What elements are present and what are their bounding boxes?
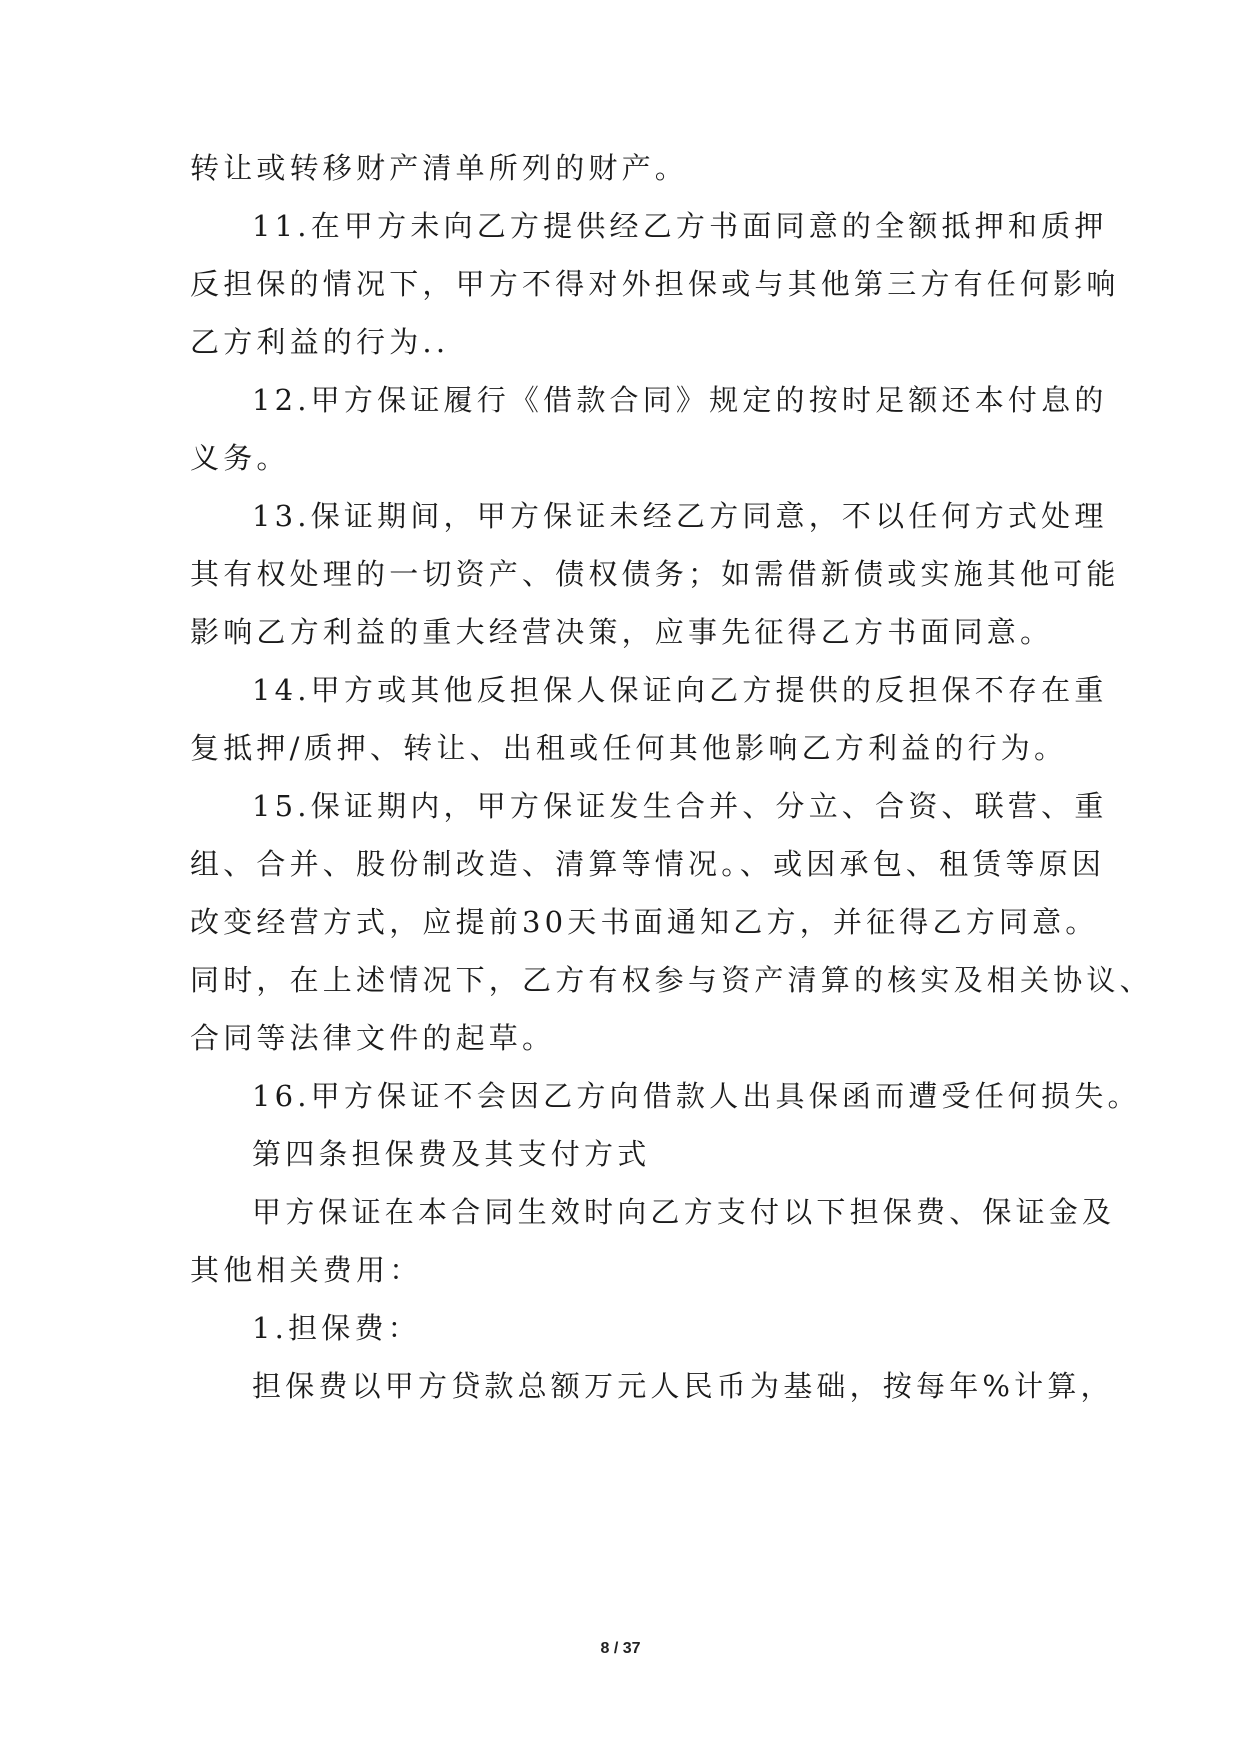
page-number: 8 / 37 bbox=[600, 1640, 641, 1657]
text-line: 乙方利益的行为.. bbox=[190, 325, 450, 359]
text-line: 义务。 bbox=[190, 441, 290, 475]
article-4-heading: 第四条担保费及其支付方式 bbox=[252, 1137, 651, 1171]
text-line: 影响乙方利益的重大经营决策，应事先征得乙方书面同意。 bbox=[190, 615, 1054, 649]
text-line: 其他相关费用： bbox=[190, 1253, 423, 1287]
clause-16-line: 16.甲方保证不会因乙方向借款人出具保函而遭受任何损失。 bbox=[252, 1079, 1141, 1113]
clause-14-line: 14.甲方或其他反担保人保证向乙方提供的反担保不存在重 bbox=[252, 673, 1108, 707]
text-line: 反担保的情况下，甲方不得对外担保或与其他第三方有任何影响 bbox=[190, 267, 1120, 301]
text-line: 转让或转移财产清单所列的财产。 bbox=[190, 151, 689, 185]
text-line: 合同等法律文件的起草。 bbox=[190, 1021, 556, 1055]
text-line: 甲方保证在本合同生效时向乙方支付以下担保费、保证金及 bbox=[252, 1195, 1116, 1229]
text-line: 组、合并、股份制改造、清算等情况。、或因承包、租赁等原因 bbox=[190, 847, 1106, 881]
text-line: 其有权处理的一切资产、债权债务；如需借新债或实施其他可能 bbox=[190, 557, 1120, 591]
text-line: 同时，在上述情况下，乙方有权参与资产清算的核实及相关协议、 bbox=[190, 963, 1153, 997]
clause-11-line: 11.在甲方未向乙方提供经乙方书面同意的全额抵押和质押 bbox=[252, 209, 1108, 243]
text-line: 担保费以甲方贷款总额万元人民币为基础，按每年%计算， bbox=[252, 1369, 1114, 1403]
text-line: 改变经营方式，应提前30天书面通知乙方，并征得乙方同意。 bbox=[190, 905, 1099, 939]
clause-15-line: 15.保证期内，甲方保证发生合并、分立、合资、联营、重 bbox=[252, 789, 1108, 823]
clause-12-line: 12.甲方保证履行《借款合同》规定的按时足额还本付息的 bbox=[252, 383, 1108, 417]
clause-13-line: 13.保证期间，甲方保证未经乙方同意，不以任何方式处理 bbox=[252, 499, 1108, 533]
text-line: 复抵押/质押、转让、出租或任何其他影响乙方利益的行为。 bbox=[190, 731, 1068, 765]
fee-item-1-heading: 1.担保费： bbox=[252, 1311, 421, 1345]
